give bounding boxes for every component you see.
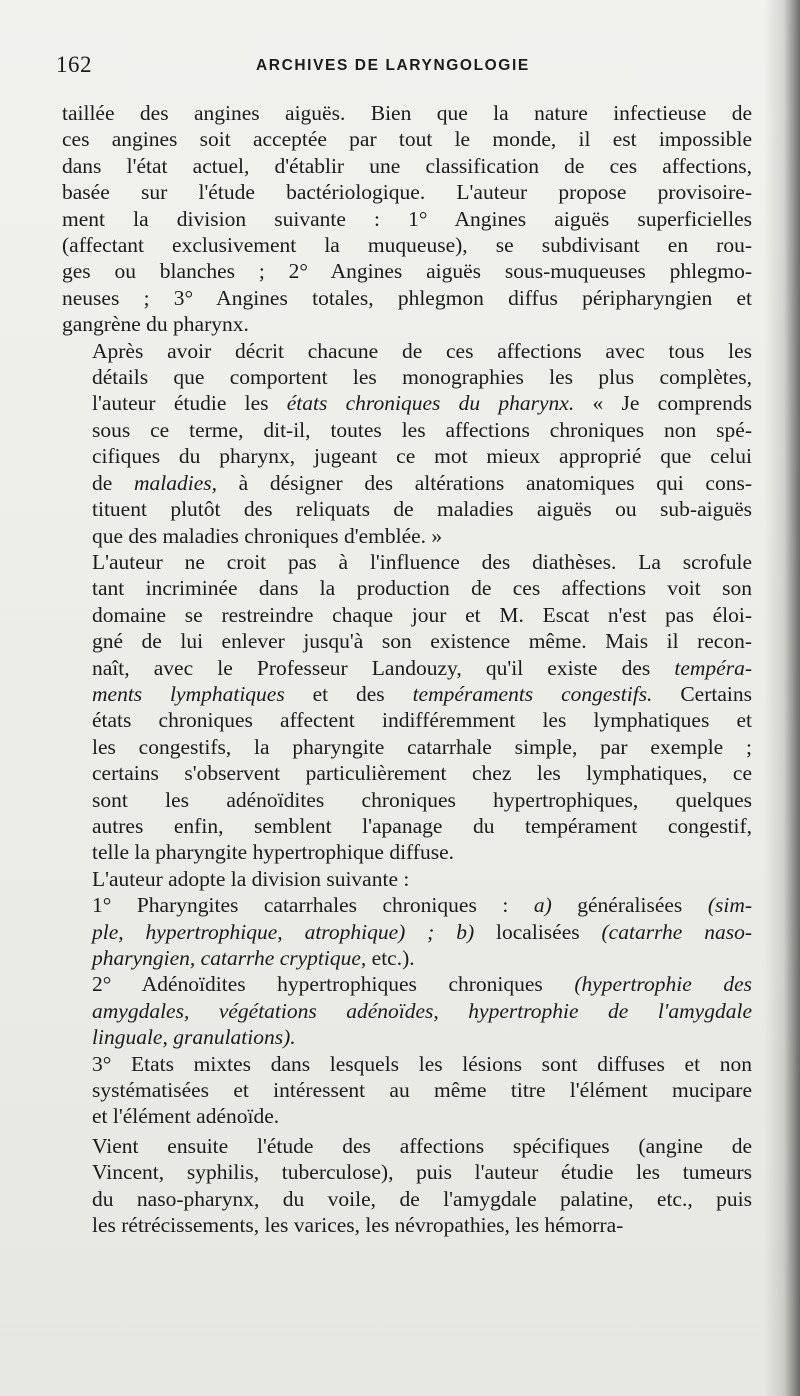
text-line xyxy=(62,1133,752,1159)
text-run: que des maladies chroniques d'emblée. » xyxy=(92,523,443,548)
italic-run: (catarrhe naso- xyxy=(601,919,752,944)
paragraph xyxy=(62,338,752,549)
text-line xyxy=(62,285,752,311)
text-line xyxy=(62,179,752,205)
paragraph xyxy=(62,866,752,892)
text-run: ment la division suivante : 1° Angines aiguës superficielles xyxy=(62,206,752,231)
text-line xyxy=(62,549,752,575)
text-run: naît, avec le Professeur Landouzy, qu'il existe des xyxy=(92,655,675,680)
text-line xyxy=(62,892,752,918)
running-title: ARCHIVES DE LARYNGOLOGIE xyxy=(256,57,530,74)
text-run: de xyxy=(92,470,134,495)
text-line xyxy=(62,787,752,813)
text-line xyxy=(62,126,752,152)
text-run: les congestifs, la pharyngite catarrhale simple, par exemple ; xyxy=(92,734,752,759)
list-item xyxy=(62,1051,752,1130)
page-header xyxy=(56,52,746,84)
text-line xyxy=(62,681,752,707)
text-line xyxy=(62,338,752,364)
text-run: neuses ; 3° Angines totales, phlegmon diffus péripharyngien et xyxy=(62,285,752,310)
text-run: ces angines soit acceptée par tout le monde, il est impossible xyxy=(62,127,752,152)
text-line xyxy=(62,1186,752,1212)
text-run: généralisées xyxy=(551,893,708,918)
text-line xyxy=(62,311,752,337)
text-line xyxy=(62,443,752,469)
text-run: cifiques du pharynx, jugeant ce mot mieux approprié que celui xyxy=(92,444,752,469)
italic-run: pharyngien, catarrhe cryptique, xyxy=(92,946,367,970)
text-run: états chroniques affectent indifféremment les lymphatiques et xyxy=(92,708,752,733)
text-line xyxy=(62,1103,752,1129)
text-run: gné de lui enlever jusqu'à son existence même. Mais il recon- xyxy=(92,629,752,654)
text-line xyxy=(62,866,752,892)
text-run: sous ce terme, dit-il, toutes les affections chroniques non spé- xyxy=(92,417,752,442)
paragraph xyxy=(62,100,752,338)
text-line xyxy=(62,364,752,390)
text-run: tant incriminée dans la production de ces affections voit son xyxy=(92,576,752,601)
text-line xyxy=(62,919,752,945)
text-run: dans l'état actuel, d'établir une classification de ces affections, xyxy=(62,153,752,178)
text-line xyxy=(62,1077,752,1103)
italic-run: ments lymphatiques xyxy=(92,681,285,706)
italic-run: amygdales, végétations adénoïdes, hypertrophie de l'amygdale xyxy=(92,998,752,1023)
text-line xyxy=(62,839,752,865)
text-line xyxy=(62,1212,752,1238)
text-run: autres enfin, semblent l'apanage du tempérament congestif, xyxy=(92,813,752,838)
text-run: détails que comportent les monographies les plus complètes, xyxy=(92,365,752,390)
text-run: 3° Etats mixtes dans lesquels les lésions sont diffuses et non xyxy=(92,1051,752,1076)
paragraph xyxy=(62,549,752,866)
list-item xyxy=(62,971,752,1050)
text-line xyxy=(62,496,752,522)
italic-run: (hypertrophie des xyxy=(574,972,752,997)
text-run: domaine se restreindre chaque jour et M. Escat n'est pas éloi- xyxy=(92,602,752,627)
text-run: systématisées et intéressent au même titre l'élément mucipare xyxy=(92,1078,752,1103)
text-line xyxy=(62,813,752,839)
text-line xyxy=(62,100,752,126)
text-line xyxy=(62,417,752,443)
text-line xyxy=(62,575,752,601)
text-line xyxy=(62,1024,752,1050)
text-line xyxy=(62,153,752,179)
text-run: les rétrécissements, les varices, les névropathies, les hémorra- xyxy=(92,1213,624,1238)
text-line xyxy=(62,655,752,681)
text-run: Vincent, syphilis, tuberculose), puis l'auteur étudie les tumeurs xyxy=(92,1160,752,1185)
page-edge-shadow xyxy=(764,0,800,1396)
text-run: localisées xyxy=(474,919,602,944)
text-run: telle la pharyngite hypertrophique diffuse. xyxy=(92,840,455,865)
text-line xyxy=(62,945,752,971)
text-line xyxy=(62,206,752,232)
text-run: Vient ensuite l'étude des affections spécifiques (angine de xyxy=(92,1133,752,1158)
text-line xyxy=(62,258,752,284)
text-run: sont les adénoïdites chroniques hypertrophiques, quelques xyxy=(92,787,752,812)
text-run: taillée des angines aiguës. Bien que la nature infectieuse de xyxy=(62,101,752,125)
paragraph xyxy=(62,1133,752,1239)
italic-run: ple, hypertrophique, atrophique) ; b) xyxy=(92,919,475,944)
italic-run: (sim- xyxy=(707,893,752,918)
text-line xyxy=(62,232,752,258)
text-run: ges ou blanches ; 2° Angines aiguës sous-muqueuses phlegmo- xyxy=(62,259,752,284)
text-run: certains s'observent particulièrement chez les lymphatiques, ce xyxy=(92,761,752,786)
text-run: basée sur l'étude bactériologique. L'auteur propose provisoire- xyxy=(62,180,752,205)
text-line xyxy=(62,390,752,416)
text-run: « Je comprends xyxy=(574,391,753,416)
text-line xyxy=(62,523,752,549)
text-line xyxy=(62,470,752,496)
italic-run: tempéraments congestifs. xyxy=(412,681,653,706)
list-item xyxy=(62,892,752,971)
text-run: gangrène du pharynx. xyxy=(62,312,249,337)
text-run: l'auteur étudie les xyxy=(92,391,287,416)
text-run: 2° Adénoïdites hypertrophiques chroniques xyxy=(92,972,575,997)
text-run: et des xyxy=(284,681,413,706)
text-line xyxy=(62,998,752,1024)
text-run: L'auteur adopte la division suivante : xyxy=(92,866,410,891)
text-run: Après avoir décrit chacune de ces affections avec tous les xyxy=(92,338,752,363)
italic-run: maladies, xyxy=(133,470,217,495)
text-line xyxy=(62,1051,752,1077)
text-run: 1° Pharyngites catarrhales chroniques : xyxy=(92,893,534,918)
text-line xyxy=(62,602,752,628)
text-run: tituent plutôt des reliquats de maladies aiguës ou sub-aiguës xyxy=(92,497,752,522)
text-run: (affectant exclusivement la muqueuse), se subdivisant en rou- xyxy=(62,233,752,258)
text-line xyxy=(62,628,752,654)
italic-run: tempéra- xyxy=(674,655,752,680)
text-run: et l'élément adénoïde. xyxy=(92,1104,280,1129)
text-run: à désigner des altérations anatomiques qui cons- xyxy=(216,470,752,495)
italic-run: linguale, granulations). xyxy=(92,1025,296,1050)
text-run: Certains xyxy=(652,681,752,706)
text-run: L'auteur ne croit pas à l'influence des diathèses. La scrofule xyxy=(92,549,752,574)
text-line xyxy=(62,707,752,733)
italic-run: a) xyxy=(533,893,552,918)
text-line xyxy=(62,734,752,760)
text-run: du naso-pharynx, du voile, de l'amygdale palatine, etc., puis xyxy=(92,1186,752,1211)
italic-run: états chroniques du pharynx. xyxy=(286,391,575,416)
page-number: 162 xyxy=(56,52,92,77)
text-run: etc.). xyxy=(366,946,415,970)
text-line xyxy=(62,760,752,786)
body-text xyxy=(62,100,752,1238)
text-line xyxy=(62,971,752,997)
text-line xyxy=(62,1159,752,1185)
